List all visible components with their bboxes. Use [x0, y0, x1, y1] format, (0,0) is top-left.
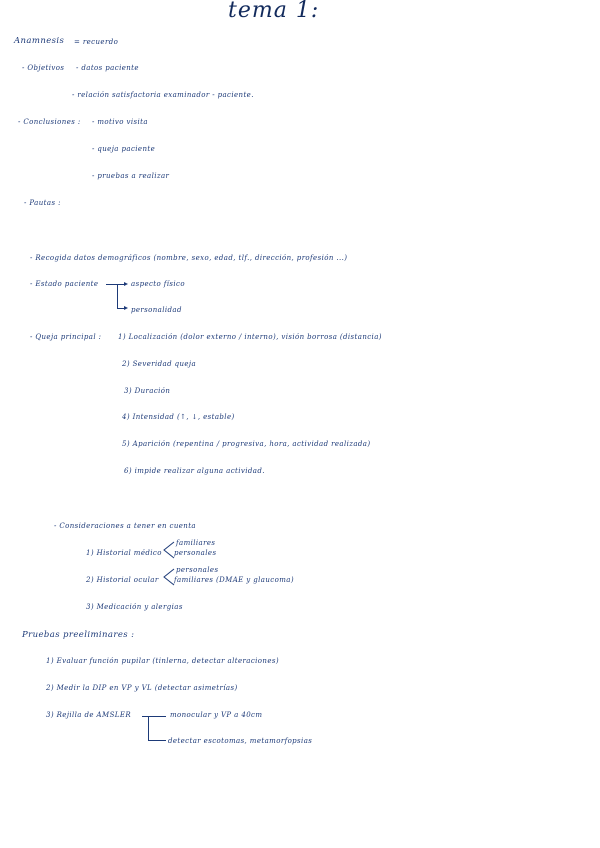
- branch-line: [117, 284, 118, 308]
- historial-ocular-item: familiares (DMAE y glaucoma): [174, 576, 294, 584]
- amsler-label: 3) Rejilla de AMSLER: [46, 711, 132, 719]
- queja-item: 4) Intensidad (↑, ↓, estable): [122, 413, 235, 421]
- anamnesis-heading: Anamnesis: [14, 36, 65, 46]
- objetivos-label: - Objetivos: [22, 64, 65, 72]
- historial-medico-item: familiares: [176, 539, 216, 547]
- queja-principal-label: - Queja principal :: [30, 333, 102, 341]
- prueba-item: 1) Evaluar función pupilar (tinlerna, detectar alteraciones): [46, 657, 279, 665]
- historial-medico-item: personales: [174, 549, 217, 557]
- queja-item: 5) Aparición (repentina / progresiva, hora, actividad realizada): [122, 440, 371, 448]
- queja-item: 6) impide realizar alguna actividad.: [124, 467, 265, 475]
- objetivo-item: - relación satisfactoria examinador - paciente.: [72, 91, 254, 99]
- medicacion-item: 3) Medicación y alergias: [86, 603, 183, 611]
- branch-line: [106, 284, 124, 285]
- prueba-item: 2) Medir la DIP en VP y VL (detectar asimetrías): [46, 684, 238, 692]
- anamnesis-note: = recuerdo: [74, 38, 119, 46]
- page-title: tema 1:: [228, 0, 320, 23]
- queja-item: 3) Duración: [124, 387, 171, 395]
- conclusiones-label: - Conclusiones :: [18, 118, 81, 126]
- branch-line: [142, 716, 166, 717]
- estado-item: aspecto físico: [131, 280, 185, 288]
- pautas-label: - Pautas :: [24, 199, 61, 207]
- branch-line: [117, 308, 124, 309]
- consideraciones-label: - Consideraciones a tener en cuenta: [54, 522, 197, 530]
- amsler-item: monocular y VP a 40cm: [170, 711, 263, 719]
- historial-ocular-label: 2) Historial ocular: [86, 576, 159, 584]
- amsler-item: detectar escotomas, metamorfopsias: [168, 737, 313, 745]
- branch-line: [148, 740, 166, 741]
- historial-medico-label: 1) Historial médico: [86, 549, 162, 557]
- conclusion-item: - queja paciente: [92, 145, 156, 153]
- arrow-icon: [124, 306, 128, 310]
- pruebas-heading: Pruebas preeliminares :: [22, 630, 135, 640]
- historial-ocular-item: personales: [176, 566, 219, 574]
- conclusion-item: - motivo visita: [92, 118, 148, 126]
- estado-paciente-label: - Estado paciente: [30, 280, 99, 288]
- queja-item: 2) Severidad queja: [122, 360, 197, 368]
- objetivo-item: - datos paciente: [76, 64, 139, 72]
- conclusion-item: - pruebas a realizar: [92, 172, 170, 180]
- recogida-datos: - Recogida datos demográficos (nombre, sexo, edad, tlf., dirección, profesión ...): [30, 254, 348, 262]
- branch-line: [148, 716, 149, 740]
- queja-item: 1) Localización (dolor externo / interno), visión borrosa (distancia): [118, 333, 382, 341]
- estado-item: personalidad: [131, 306, 182, 314]
- arrow-icon: [124, 282, 128, 286]
